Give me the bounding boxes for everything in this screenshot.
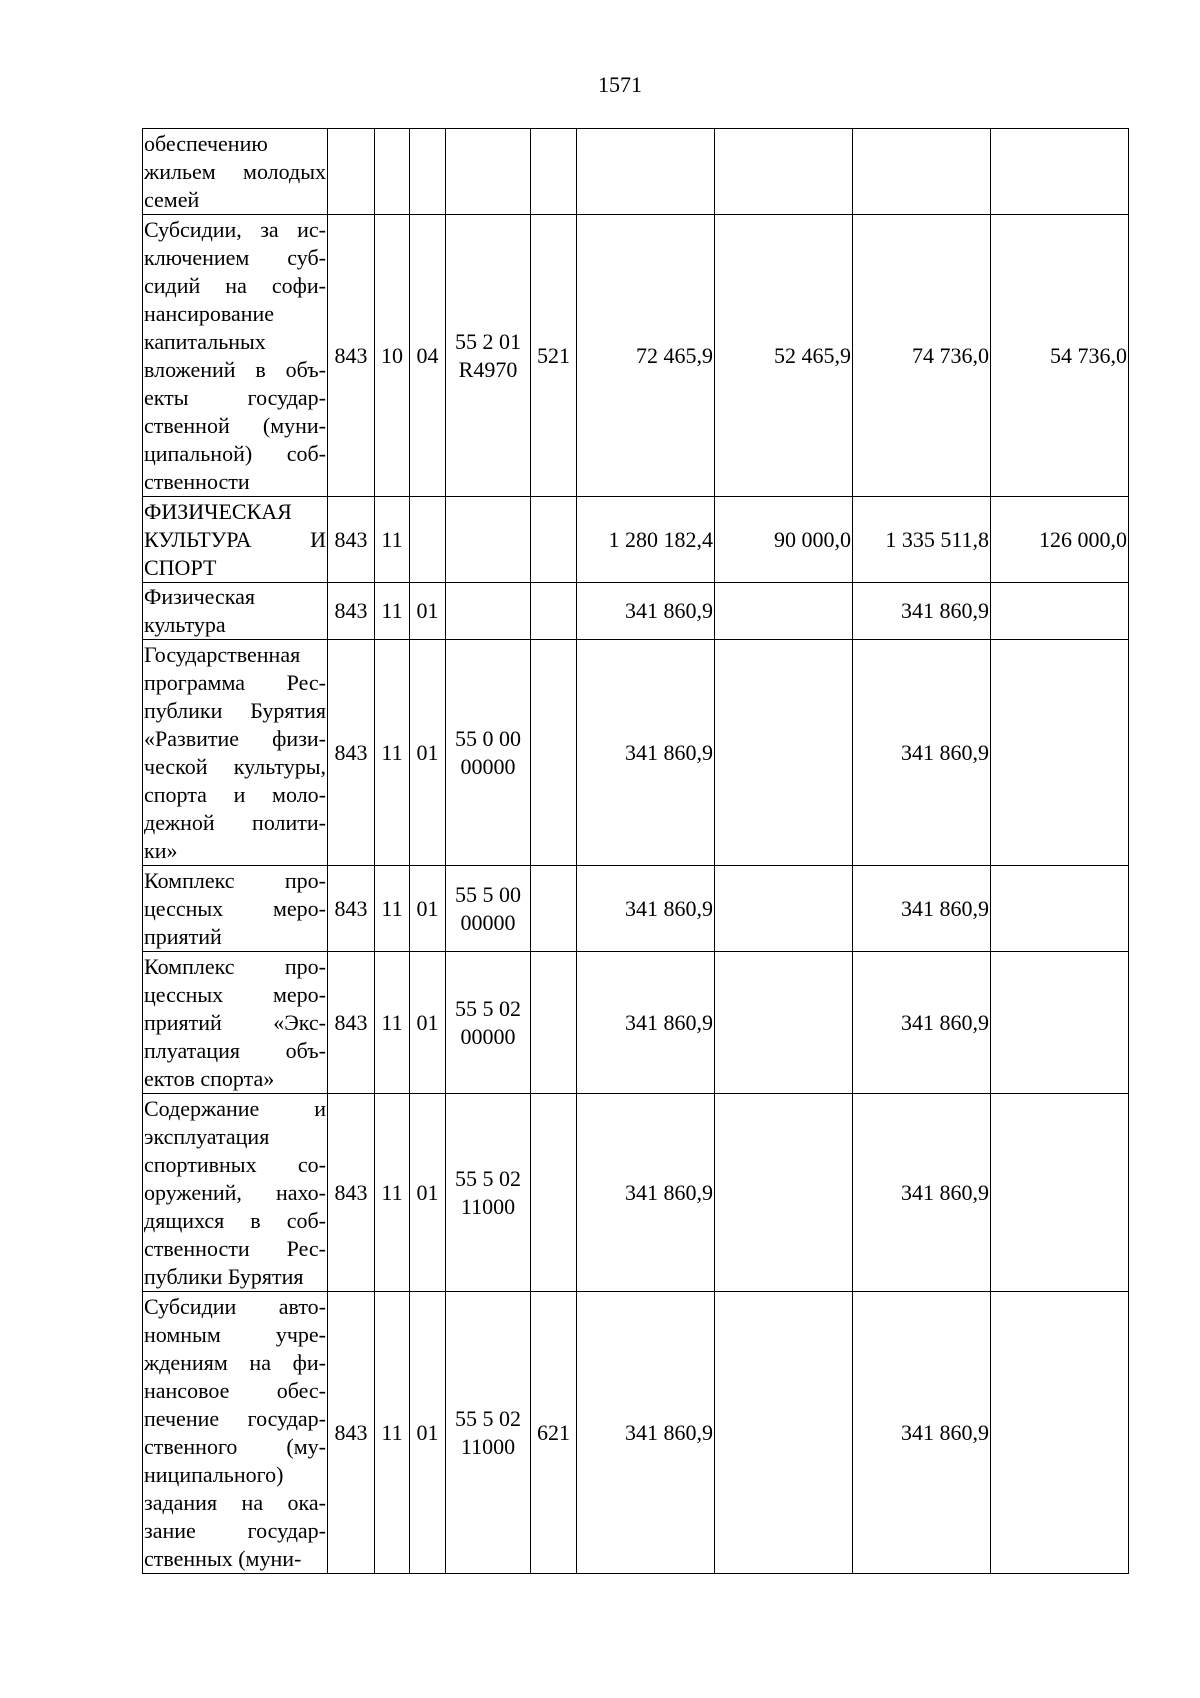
row-name-cell: Субсидии авто-номным учре-ждениям на фи-нансовое обес-печение государ-ственного (му-ниципального) задания на ока-зание государ-ственных (муни- xyxy=(143,1292,328,1574)
expense-type-cell xyxy=(531,952,577,1094)
section-code-cell xyxy=(375,129,410,215)
expense-type-cell xyxy=(531,583,577,640)
table-row xyxy=(143,952,1129,1094)
expense-type-cell xyxy=(531,1094,577,1292)
amount-col-1-cell xyxy=(577,129,715,215)
amount-col-3-cell: 341 860,9 xyxy=(853,583,991,640)
row-name-cell: Содержание и эксплуатация спортивных со-оружений, нахо-дящихся в соб-ственности Рес-публики Бурятия xyxy=(143,1094,328,1292)
amount-col-2-cell xyxy=(715,129,853,215)
section-code-cell: 11 xyxy=(375,497,410,583)
amount-col-2-cell xyxy=(715,583,853,640)
subsection-code-cell xyxy=(410,129,446,215)
table-row xyxy=(143,583,1129,640)
target-article-cell: 55 5 02 11000 xyxy=(446,1292,531,1574)
amount-col-4-cell xyxy=(991,1292,1129,1574)
row-name-cell: Комплекс про-цессных меро-приятий xyxy=(143,866,328,952)
amount-col-4-cell xyxy=(991,129,1129,215)
amount-col-4-cell xyxy=(991,1094,1129,1292)
ministry-code-cell: 843 xyxy=(328,1094,375,1292)
amount-col-3-cell: 1 335 511,8 xyxy=(853,497,991,583)
subsection-code-cell: 01 xyxy=(410,1094,446,1292)
ministry-code-cell xyxy=(328,129,375,215)
table-row xyxy=(143,129,1129,215)
amount-col-4-cell xyxy=(991,866,1129,952)
ministry-code-cell: 843 xyxy=(328,215,375,497)
subsection-code-cell: 01 xyxy=(410,952,446,1094)
section-code-cell: 11 xyxy=(375,640,410,866)
row-name-cell: Физическая культура xyxy=(143,583,328,640)
amount-col-4-cell xyxy=(991,583,1129,640)
ministry-code-cell: 843 xyxy=(328,640,375,866)
expense-type-cell: 621 xyxy=(531,1292,577,1574)
row-name-cell: Субсидии, за ис-ключением суб-сидий на софи-нансирование капитальных вложений в объ-екты государ-ственной (муни-ципальной) соб-ственности xyxy=(143,215,328,497)
subsection-code-cell: 01 xyxy=(410,583,446,640)
section-code-cell: 11 xyxy=(375,1094,410,1292)
amount-col-1-cell: 341 860,9 xyxy=(577,640,715,866)
amount-col-2-cell xyxy=(715,1292,853,1574)
amount-col-3-cell: 341 860,9 xyxy=(853,640,991,866)
table-row xyxy=(143,1094,1129,1292)
amount-col-4-cell xyxy=(991,640,1129,866)
amount-col-4-cell: 126 000,0 xyxy=(991,497,1129,583)
amount-col-1-cell: 341 860,9 xyxy=(577,583,715,640)
amount-col-1-cell: 1 280 182,4 xyxy=(577,497,715,583)
subsection-code-cell: 04 xyxy=(410,215,446,497)
amount-col-3-cell: 341 860,9 xyxy=(853,1292,991,1574)
amount-col-1-cell: 341 860,9 xyxy=(577,1292,715,1574)
target-article-cell: 55 2 01 R4970 xyxy=(446,215,531,497)
target-article-cell xyxy=(446,583,531,640)
subsection-code-cell xyxy=(410,497,446,583)
subsection-code-cell: 01 xyxy=(410,1292,446,1574)
subsection-code-cell: 01 xyxy=(410,866,446,952)
budget-table xyxy=(142,128,1129,1574)
ministry-code-cell: 843 xyxy=(328,866,375,952)
ministry-code-cell: 843 xyxy=(328,497,375,583)
ministry-code-cell: 843 xyxy=(328,1292,375,1574)
row-name-cell: ФИЗИЧЕСКАЯ КУЛЬТУРА И СПОРТ xyxy=(143,497,328,583)
ministry-code-cell: 843 xyxy=(328,583,375,640)
amount-col-2-cell: 90 000,0 xyxy=(715,497,853,583)
target-article-cell xyxy=(446,497,531,583)
target-article-cell: 55 5 00 00000 xyxy=(446,866,531,952)
amount-col-1-cell: 341 860,9 xyxy=(577,866,715,952)
table-row xyxy=(143,640,1129,866)
section-code-cell: 11 xyxy=(375,952,410,1094)
ministry-code-cell: 843 xyxy=(328,952,375,1094)
amount-col-4-cell xyxy=(991,952,1129,1094)
row-name-cell: Государственная программа Рес-публики Бурятия «Развитие физи-ческой культуры, спорта и моло-дежной полити-ки» xyxy=(143,640,328,866)
table-row xyxy=(143,1292,1129,1574)
amount-col-1-cell: 341 860,9 xyxy=(577,1094,715,1292)
section-code-cell: 11 xyxy=(375,583,410,640)
amount-col-1-cell: 341 860,9 xyxy=(577,952,715,1094)
amount-col-3-cell: 341 860,9 xyxy=(853,1094,991,1292)
amount-col-2-cell xyxy=(715,866,853,952)
amount-col-2-cell xyxy=(715,1094,853,1292)
amount-col-1-cell: 72 465,9 xyxy=(577,215,715,497)
row-name-cell: Комплекс про-цессных меро-приятий «Экс-плуатация объ-ектов спорта» xyxy=(143,952,328,1094)
subsection-code-cell: 01 xyxy=(410,640,446,866)
amount-col-4-cell: 54 736,0 xyxy=(991,215,1129,497)
target-article-cell xyxy=(446,129,531,215)
amount-col-3-cell: 74 736,0 xyxy=(853,215,991,497)
table-row xyxy=(143,215,1129,497)
amount-col-2-cell xyxy=(715,952,853,1094)
target-article-cell: 55 5 02 11000 xyxy=(446,1094,531,1292)
amount-col-3-cell: 341 860,9 xyxy=(853,952,991,1094)
expense-type-cell xyxy=(531,497,577,583)
expense-type-cell: 521 xyxy=(531,215,577,497)
target-article-cell: 55 5 02 00000 xyxy=(446,952,531,1094)
table-body xyxy=(143,129,1129,1574)
row-name-cell: обеспечению жильем молодых семей xyxy=(143,129,328,215)
section-code-cell: 11 xyxy=(375,1292,410,1574)
expense-type-cell xyxy=(531,866,577,952)
expense-type-cell xyxy=(531,129,577,215)
amount-col-2-cell xyxy=(715,640,853,866)
amount-col-3-cell xyxy=(853,129,991,215)
page-number: 1571 xyxy=(598,72,642,97)
expense-type-cell xyxy=(531,640,577,866)
table-row xyxy=(143,866,1129,952)
target-article-cell: 55 0 00 00000 xyxy=(446,640,531,866)
table-row xyxy=(143,497,1129,583)
amount-col-2-cell: 52 465,9 xyxy=(715,215,853,497)
amount-col-3-cell: 341 860,9 xyxy=(853,866,991,952)
section-code-cell: 10 xyxy=(375,215,410,497)
section-code-cell: 11 xyxy=(375,866,410,952)
